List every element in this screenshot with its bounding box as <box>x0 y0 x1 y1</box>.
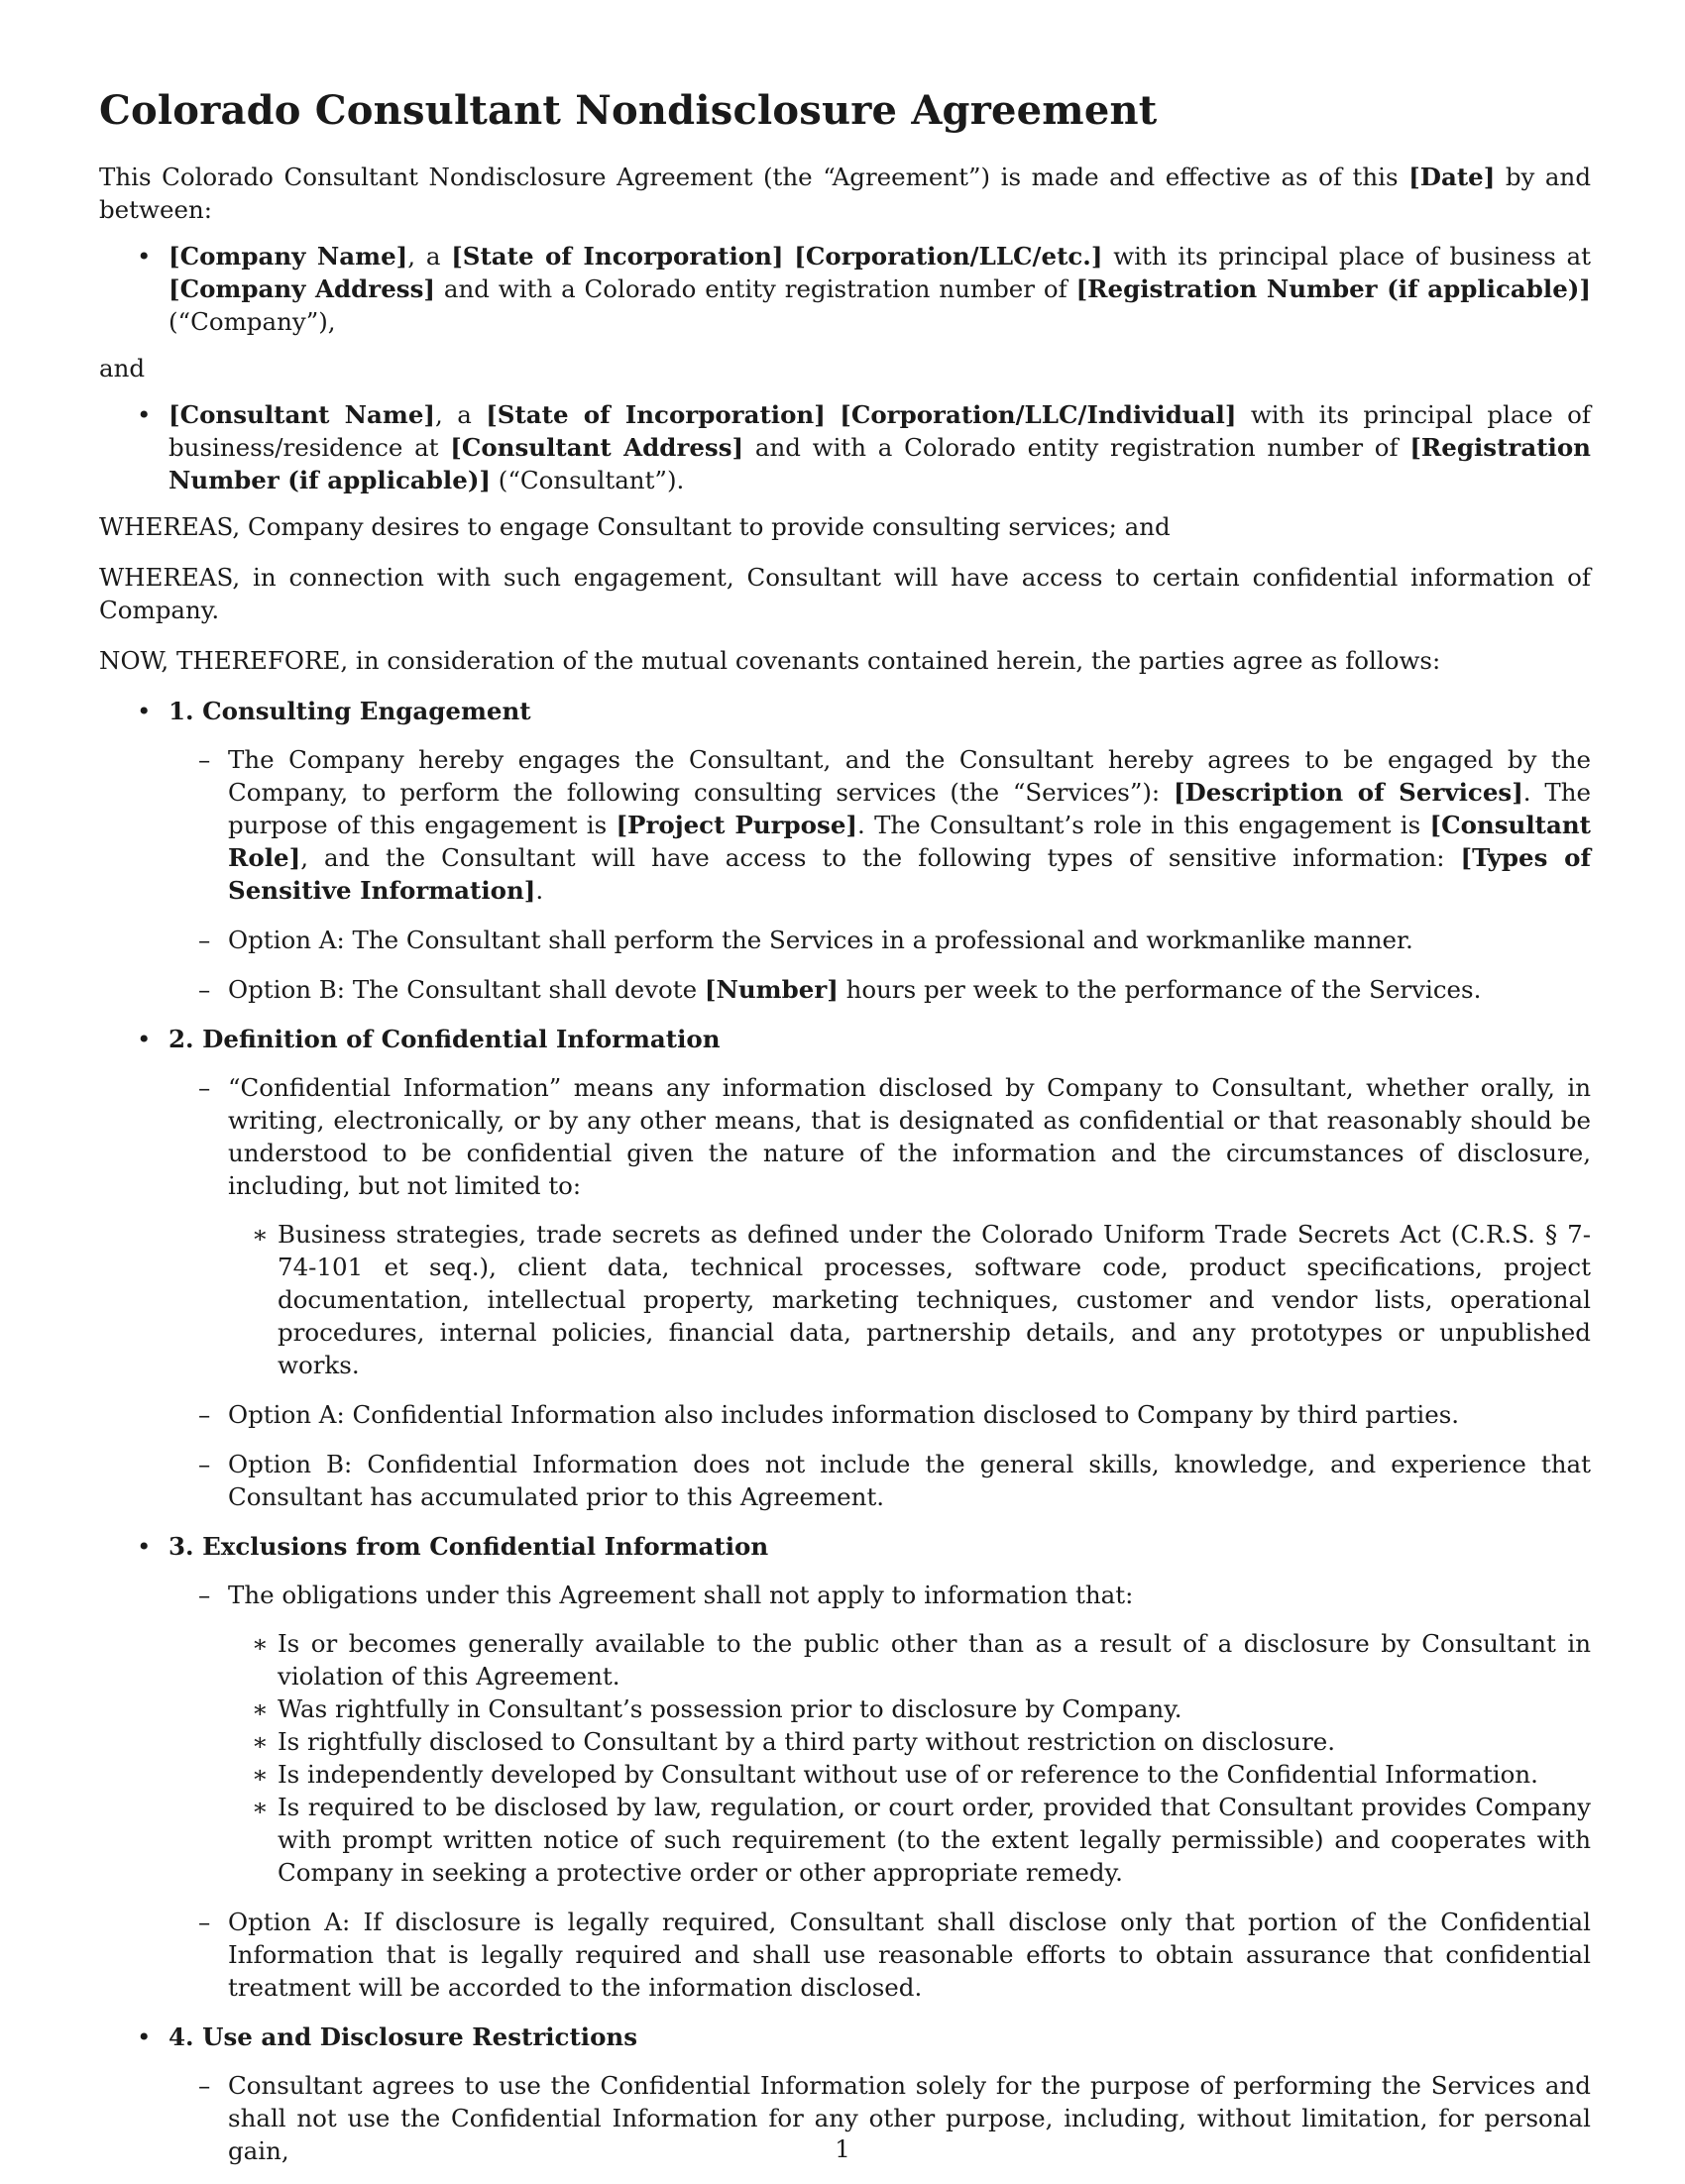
document-title: Colorado Consultant Nondisclosure Agreement <box>99 87 1158 134</box>
and-text: and <box>99 354 146 382</box>
list-item: ∗ Business strategies, trade secrets as defined under the Colorado Uniform Trade Secrets Act (C.R.S. § 7-74-101 et seq.), client data, technical processes, software code, product specifications, project documentation, intellectual property, marketing techniques, customer and vendor lists, operational procedures, internal policies, financial data, partnership details, and any prototypes or unpublished works. <box>228 1218 1591 1381</box>
list-item: ∗ Is independently developed by Consultant without use of or reference to the Confidential Information. <box>228 1758 1591 1791</box>
document-page <box>99 87 1591 2184</box>
company-party-item: • [Company Name], a [State of Incorporation] [Corporation/LLC/etc.] with its principal place of business at [Company Address] and with a Colorado entity registration number of [Registration Number (if applicable)] (“Company”), <box>99 240 1591 338</box>
consultant-party-list <box>99 398 1591 496</box>
date-placeholder: [Date] <box>1408 163 1496 191</box>
section-3-option-a: – Option A: If disclosure is legally required, Consultant shall disclose only that portion of the Confidential Information that is legally required and shall use reasonable efforts to obtain assurance that confidential treatment will be accorded to the information disclosed. <box>168 1906 1591 2004</box>
list-item: ∗ Is or becomes generally available to the public other than as a result of a disclosure by Consultant in violation of this Agreement. <box>228 1627 1591 1693</box>
whereas-clause-1: WHEREAS, Company desires to engage Consultant to provide consulting services; and <box>99 512 1171 541</box>
section-3-sublist <box>228 1627 1591 1889</box>
whereas-clause-2: WHEREAS, in connection with such engagement, Consultant will have access to certain confidential information of Company. <box>99 563 1591 624</box>
section-1-paragraph: – The Company hereby engages the Consultant, and the Consultant hereby agrees to be engaged by the Company, to perform the following consulting services (the “Services”): [Description of Services]. The purpose of this engagement is [Project Purpose]. The Consultant’s role in this engagement is [Consultant Role], and the Consultant will have access to the following types of sensitive information: [Types of Sensitive Information]. <box>168 743 1591 907</box>
section-2-sublist <box>228 1218 1591 1381</box>
section-3 <box>99 1530 1591 2004</box>
section-3-intro: – The obligations under this Agreement shall not apply to information that: ∗ Is or becomes generally available to the public other than as a result of a disclosure by Consultant in violation of this Agreement. ∗ Was rightfully in Consultant’s possession prior to disclosure by Company. ∗ Is rightfully disclosed to Consultant by a third party without restriction on disclosure. ∗ Is independently developed by Consultant without use of or reference to the Confidential Information. ∗ Is required to be disclosed by law, regulation, or court order, provided that Consultant provides Company with prompt written notice of such requirement (to the extent legally permissible) and cooperates with Company in seeking a protective order or other appropriate remedy. <box>168 1579 1591 1889</box>
section-title: • 2. Definition of Confidential Information <box>168 1025 721 1053</box>
section-1-items <box>168 743 1591 1006</box>
section-1 <box>99 695 1591 1006</box>
section-2 <box>99 1023 1591 1513</box>
section-2-items <box>168 1071 1591 1513</box>
page-number: 1 <box>835 2134 850 2163</box>
now-therefore-clause: NOW, THEREFORE, in consideration of the mutual covenants contained herein, the parties agree as follows: <box>99 646 1441 675</box>
section-2-option-b: – Option B: Confidential Information does not include the general skills, knowledge, and experience that Consultant has accumulated prior to this Agreement. <box>168 1448 1591 1513</box>
consultant-party-item: • [Consultant Name], a [State of Incorporation] [Corporation/LLC/Individual] with its principal place of business/residence at [Consultant Address] and with a Colorado entity registration number of [Registration Number (if applicable)] (“Consultant”). <box>99 398 1591 496</box>
list-item: ∗ Is rightfully disclosed to Consultant by a third party without restriction on disclosure. <box>228 1725 1591 1758</box>
section-1-option-b: – Option B: The Consultant shall devote [Number] hours per week to the performance of the Services. <box>168 973 1591 1006</box>
list-item: ∗ Was rightfully in Consultant’s possession prior to disclosure by Company. <box>228 1693 1591 1725</box>
section-title: • 4. Use and Disclosure Restrictions <box>168 2022 638 2051</box>
section-title: • 3. Exclusions from Confidential Information <box>168 1532 769 1561</box>
sections-list <box>99 695 1591 2167</box>
section-4-paragraph: – Consultant agrees to use the Confidential Information solely for the purpose of performing the Services and shall not use the Confidential Information for any other purpose, including, without limitation, for personal gain, <box>168 2069 1591 2167</box>
list-item: ∗ Is required to be disclosed by law, regulation, or court order, provided that Consultant provides Company with prompt written notice of such requirement (to the extent legally permissible) and cooperates with Company in seeking a protective order or other appropriate remedy. <box>228 1791 1591 1889</box>
section-2-option-a: – Option A: Confidential Information also includes information disclosed to Company by third parties. <box>168 1398 1591 1431</box>
intro-paragraph: This Colorado Consultant Nondisclosure Agreement (the “Agreement”) is made and effective as of this [Date] by and between: <box>99 163 1592 224</box>
company-party-list <box>99 240 1591 338</box>
section-3-items <box>168 1579 1591 2004</box>
section-title: • 1. Consulting Engagement <box>168 697 531 725</box>
section-1-option-a: – Option A: The Consultant shall perform the Services in a professional and workmanlike manner. <box>168 924 1591 956</box>
section-2-definition: – “Confidential Information” means any information disclosed by Company to Consultant, whether orally, in writing, electronically, or by any other means, that is designated as confidential or that reasonably should be understood to be confidential given the nature of the information and the circumstances of disclosure, including, but not limited to: ∗ Business strategies, trade secrets as defined under the Colorado Uniform Trade Secrets Act (C.R.S. § 7-74-101 et seq.), client data, technical processes, software code, product specifications, project documentation, intellectual property, marketing techniques, customer and vendor lists, operational procedures, internal policies, financial data, partnership details, and any prototypes or unpublished works. <box>168 1071 1591 1381</box>
